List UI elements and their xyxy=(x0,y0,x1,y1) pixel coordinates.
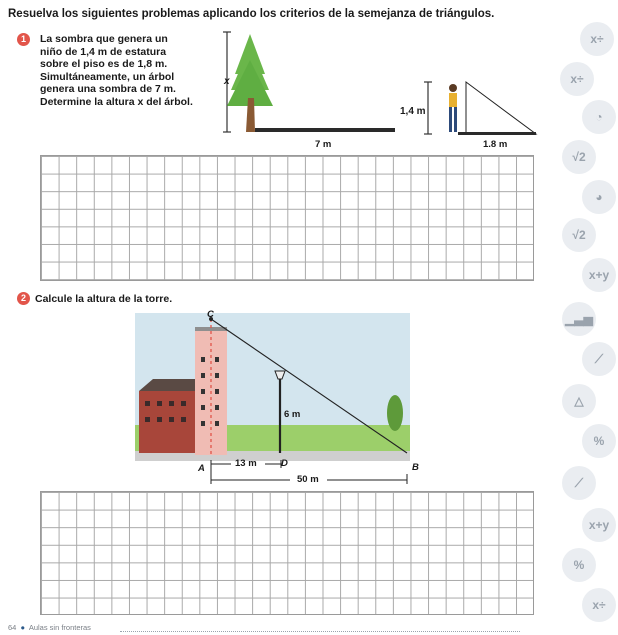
child-head xyxy=(449,84,457,92)
problem-2-number: 2 xyxy=(17,292,30,305)
fraction-icon: x÷ xyxy=(580,22,614,56)
problem-1-line: niño de 1,4 m de estatura xyxy=(40,45,167,58)
segment-ad-label: 13 m xyxy=(235,458,257,469)
square-root-icon: √2 xyxy=(562,218,596,252)
pie-chart-icon: ◕ xyxy=(582,180,616,214)
point-c-label: C xyxy=(207,309,214,320)
tower-illustration xyxy=(135,313,410,461)
child-body xyxy=(449,93,457,107)
footer: 64 ● Aulas sin fronteras xyxy=(8,623,91,632)
problem-1-line: La sombra que genera un xyxy=(40,33,168,45)
fraction-icon: x÷ xyxy=(582,588,616,622)
tree-height-label: x xyxy=(224,76,230,87)
child-height-label: 1,4 m xyxy=(400,106,426,117)
lamp-height-label: 6 m xyxy=(284,409,301,420)
problem-2-text: Calcule la altura de la torre. xyxy=(35,293,173,305)
problem-1-text xyxy=(40,33,215,108)
line-chart-icon: ⟋ xyxy=(582,342,616,376)
page-number: 64 xyxy=(8,623,17,632)
fraction-icon: x÷ xyxy=(560,62,594,96)
child-shadow-label: 1.8 m xyxy=(483,139,508,150)
tree-shadow-label: 7 m xyxy=(315,139,332,150)
point-a-label: A xyxy=(198,463,205,474)
tree-shadow-illustration xyxy=(215,28,405,148)
answer-grid-2[interactable] xyxy=(40,491,534,615)
problem-1-line: genera una sombra de 7 m. xyxy=(40,83,176,95)
problem-1-line: sobre el piso es de 1,8 m. xyxy=(40,58,168,70)
pie-chart-icon: ◔ xyxy=(582,100,616,134)
child-leg xyxy=(449,107,452,132)
bar-chart-icon: ▁▃▅ xyxy=(562,302,596,336)
square-root-icon: √2 xyxy=(562,140,596,174)
footer-text: Aulas sin fronteras xyxy=(28,623,91,632)
problem-1-line: Determine la altura x del árbol. xyxy=(40,95,193,108)
percent-icon: % xyxy=(562,548,596,582)
child-shadow-illustration xyxy=(418,78,543,138)
point-d-label: D xyxy=(281,458,288,469)
fraction-icon: x+y xyxy=(582,508,616,542)
segment-ab-label: 50 m xyxy=(297,474,319,485)
fraction-icon: x+y xyxy=(582,258,616,292)
point-b-label: B xyxy=(412,462,419,473)
percent-icon: % xyxy=(582,424,616,458)
footer-divider xyxy=(120,631,520,632)
child-shadow xyxy=(458,132,536,135)
tree-shadow xyxy=(255,128,395,132)
problem-1-line: Simultáneamente, un árbol xyxy=(40,70,175,83)
line-chart-icon: ⟋ xyxy=(562,466,596,500)
answer-grid-1[interactable] xyxy=(40,155,534,281)
child-leg xyxy=(454,107,457,132)
page-heading: Resuelva los siguientes problemas aplicando los criterios de la semejanza de triángulos. xyxy=(8,8,495,20)
problem-1-number: 1 xyxy=(17,33,30,46)
triangle-icon: △ xyxy=(562,384,596,418)
